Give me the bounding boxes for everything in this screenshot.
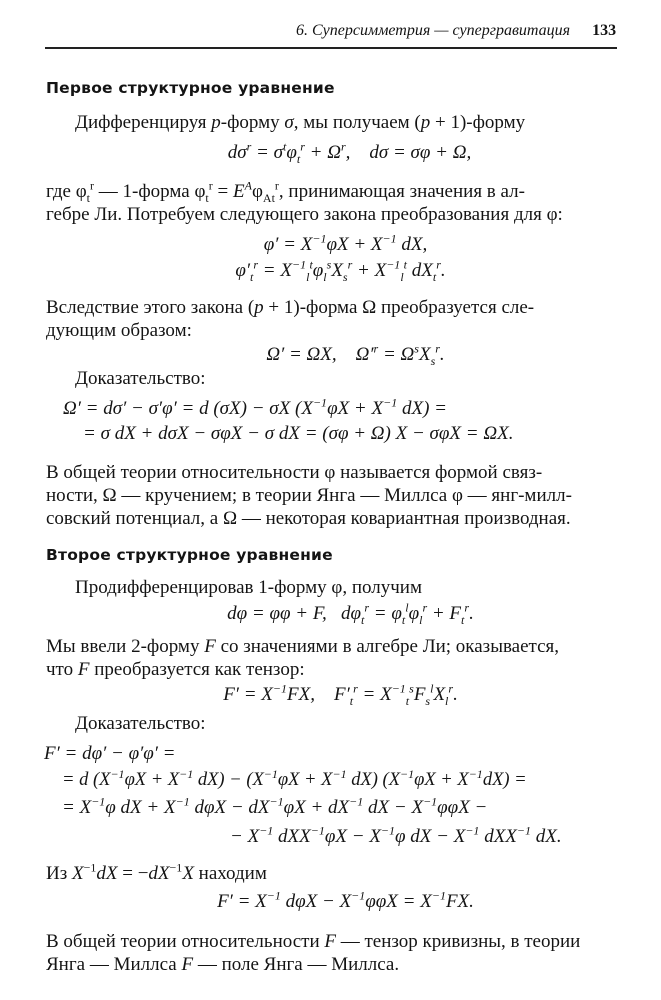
proof-line: Ω′ = dσ′ − σ′φ′ = d (σX) − σX ($X^{-1}\varphi X + X^{-1}$ dX) = <box>63 395 447 419</box>
equation-5: dφ = φφ + F, $d\varphi_t^r = \varphi_t^l\varphi_l^r + F_t^r$. <box>227 600 474 627</box>
equation-4: Ω′ = ΩX, $\Omega'^r = \Omega^sX_s^r$. <box>266 341 445 368</box>
proof-line: = $X^{-1}\varphi$ dX + $X^{-1}$ $d\varphi X - dX^{-1}\varphi X + dX^{-1}$ dX − $X^{-1}\varphi\varphi X$ − <box>62 794 488 818</box>
proof-line: = d ($X^{-1}\varphi X + X^{-1}$ $dX) - (X^{-1}\varphi X + X^{-1}$ dX) $(X^{-1}\varphi X + X^{-1}dX)$ = <box>62 766 527 790</box>
header-rule <box>45 47 617 49</box>
paragraph-line: что F преобразуется как тензор: <box>46 659 305 680</box>
proof-label: Доказательство: <box>75 368 206 389</box>
paragraph-line: Мы ввели 2-форму F со значениями в алгебре Ли; оказывается, <box>46 636 559 657</box>
equation-3: $\varphi'_t^r = X^{-1}_l^t\varphi_l^sX_s^r + X^{-1}_l^t$ $dX_t^r$. <box>235 257 446 284</box>
paragraph-line: В общей теории относительности F — тензор кривизны, в теории <box>46 931 581 952</box>
proof-line: F′ = dφ′ − φ′φ′ = <box>44 743 176 764</box>
equation-1: $d\sigma^r = \sigma^t\varphi_t^r + \Omega^r$, dσ = σφ + Ω, <box>227 139 472 166</box>
proof-line: = σ dX + dσX − σφX − σ dX = (σφ + Ω) X − σφX = ΩX. <box>83 423 514 444</box>
equation-2: $\varphi' = X^{-1}\varphi X + X^{-1}$ dX, <box>263 231 428 255</box>
paragraph-line: совский потенциал, а Ω — некоторая ковариантная производная. <box>46 508 571 529</box>
intro-first: Дифференцируя p-форму σ, мы получаем (p + 1)-форму <box>75 112 526 133</box>
paragraph-line: Янга — Миллса F — поле Янга — Миллса. <box>46 954 400 975</box>
paragraph-line: ности, Ω — кручением; в теории Янга — Миллса φ — янг-милл- <box>46 485 572 506</box>
running-header <box>296 22 616 40</box>
intro-second: Продифференцировав 1-форму φ, получим <box>75 577 423 598</box>
section-title-second: Второе структурное уравнение <box>46 546 333 564</box>
paragraph-line: Вследствие этого закона (p + 1)-форма Ω преобразуется сле- <box>46 297 535 318</box>
equation-6: $F' = X^{-1}FX$, $F'_t^r = X^{-1}_t^sF_s^lX_l^r$. <box>223 681 458 708</box>
paragraph-line: В общей теории относительности φ называется формой связ- <box>46 462 543 483</box>
proof-label: Доказательство: <box>75 713 206 734</box>
proof-line: − $X^{-1}$ $dXX^{-1}\varphi X - X^{-1}\varphi$ dX − $X^{-1}$ dXX$^{-1}$ dX. <box>230 823 562 847</box>
paragraph-line: где $\varphi_t^r$ — 1-форма $\varphi_t^r = E^A\varphi_{At}^r$, принимающая значения в ал- <box>46 178 525 205</box>
paragraph-line: дующим образом: <box>46 320 192 341</box>
paragraph-line: Из $X^{-1}dX = -dX^{-1}X$ находим <box>46 860 267 884</box>
section-title-first: Первое структурное уравнение <box>46 79 335 97</box>
equation-7: $F' = X^{-1}$ $d\varphi X - X^{-1}\varphi\varphi X = X^{-1}FX$. <box>217 888 474 912</box>
page-number: 133 <box>592 22 617 39</box>
paragraph-line: гебре Ли. Потребуем следующего закона преобразования для φ: <box>46 204 563 225</box>
running-title: 6. Суперсимметрия — супергравитация <box>296 22 571 39</box>
